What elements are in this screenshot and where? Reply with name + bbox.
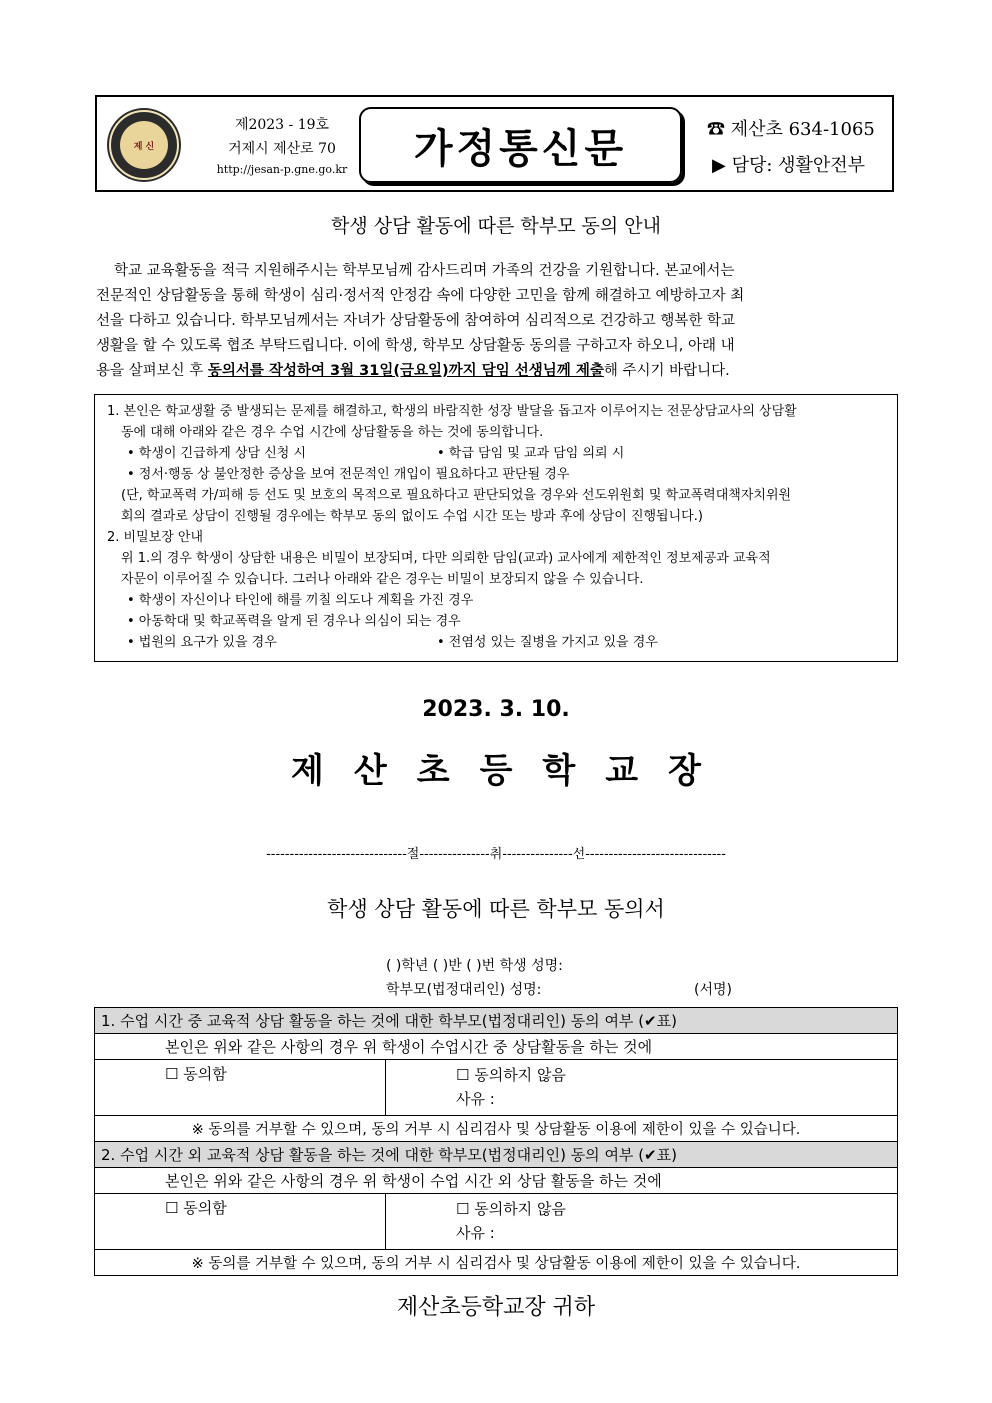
bullet-row: • 학생이 긴급하게 상담 신청 시 • 학급 담임 및 교과 담임 의뢰 시	[127, 446, 625, 461]
question2-header: 2. 수업 시간 외 교육적 상담 활동을 하는 것에 대한 학부모(법정대리인) 동의 여부 (✔표)	[95, 1142, 898, 1168]
q2-disagree-cell[interactable]	[386, 1194, 898, 1250]
newsletter-title: 가정통신문	[359, 107, 682, 183]
issue-date: 2023. 3. 10.	[422, 697, 570, 722]
school-address: 거제시 제산로 70	[228, 141, 336, 157]
consent-terms-box	[94, 394, 898, 662]
signature-label[interactable]: (서명)	[694, 982, 732, 998]
item1-text: 동에 대해 아래와 같은 경우 수업 시간에 상담활동을 하는 것에 동의합니다.	[121, 425, 544, 440]
intro-line: 생활을 할 수 있도록 협조 부탁드립니다. 이에 학생, 학부모 상담활동 동의를 구하고자 하오니, 아래 내	[96, 338, 735, 354]
parent-name-label[interactable]: 학부모(법정대리인) 성명:	[386, 982, 542, 998]
bullet-item: • 학생이 자신이나 타인에 해를 끼칠 의도나 계획을 가진 경우	[127, 593, 474, 608]
deadline-highlight: 동의서를 작성하여 3월 31일(금요일)까지 담임 선생님께 제출	[207, 363, 604, 379]
intro-line: 용을 살펴보신 후 동의서를 작성하여 3월 31일(금요일)까지 담임 선생님께 제출해 주시기 바랍니다.	[96, 363, 730, 379]
school-emblem-icon: 제 신	[107, 108, 181, 182]
q2-agree-checkbox[interactable]: ☐ 동의함	[95, 1194, 386, 1250]
bullet-row: • 법원의 요구가 있을 경우 • 전염성 있는 질병을 가지고 있을 경우	[127, 635, 658, 650]
item2-title: 2. 비밀보장 안내	[107, 530, 204, 545]
question1-header: 1. 수업 시간 중 교육적 상담 활동을 하는 것에 대한 학부모(법정대리인) 동의 여부 (✔표)	[95, 1008, 898, 1034]
contact-department: ▶ 담당: 생활안전부	[712, 155, 866, 176]
q1-refusal-note: ※ 동의를 거부할 수 있으며, 동의 거부 시 심리검사 및 상담활동 이용에 제한이 있을 수 있습니다.	[95, 1116, 898, 1142]
exception-note: 회의 결과로 상담이 진행될 경우에는 학부모 동의 없이도 수업 시간 또는 방과 후에 상담이 진행됩니다.)	[121, 509, 703, 524]
student-info-line[interactable]: ( )학년 ( )반 ( )번 학생 성명:	[386, 958, 563, 974]
item2-text: 자문이 이루어질 수 있습니다. 그러나 아래와 같은 경우는 비밀이 보장되지 않을 수 있습니다.	[121, 572, 644, 587]
intro-paragraph	[96, 259, 896, 384]
notice-title: 학생 상담 활동에 따른 학부모 동의 안내	[331, 215, 661, 237]
q1-agree-checkbox[interactable]: ☐ 동의함	[95, 1060, 386, 1116]
form-title: 학생 상담 활동에 따른 학부모 동의서	[327, 897, 665, 921]
issue-number: 제2023 - 19호	[234, 117, 330, 133]
contact-phone: ☎ 제산초 634-1065	[707, 119, 875, 140]
bullet-item: • 아동학대 및 학교폭력을 알게 된 경우나 의심이 되는 경우	[127, 614, 461, 629]
school-url: http://jesan-p.gne.go.kr	[216, 163, 348, 176]
question1-text: 본인은 위와 같은 사항의 경우 위 학생이 수업시간 중 상담활동을 하는 것에	[95, 1034, 898, 1060]
q1-reason-field[interactable]: 사유 :	[456, 1090, 495, 1108]
item2-text: 위 1.의 경우 학생이 상담한 내용은 비밀이 보장되며, 다만 의뢰한 담임(교과) 교사에게 제한적인 정보제공과 교육적	[121, 551, 771, 566]
q2-refusal-note: ※ 동의를 거부할 수 있으며, 동의 거부 시 심리검사 및 상담활동 이용에 제한이 있을 수 있습니다.	[95, 1250, 898, 1276]
exception-note: (단, 학교폭력 가/피해 등 선도 및 보호의 목적으로 필요하다고 판단되었을 경우와 선도위원회 및 학교폭력대책자치위원	[121, 488, 792, 503]
cut-line: ------------------------------절---------------취---------------선------------------------------	[266, 847, 726, 862]
consent-table	[94, 1007, 898, 1276]
intro-line: 학교 교육활동을 적극 지원해주시는 학부모님께 감사드리며 가족의 건강을 기원합니다. 본교에서는	[114, 263, 735, 279]
principal-signature: 제산초등학교장	[291, 751, 731, 791]
intro-line: 전문적인 상담활동을 통해 학생이 심리·정서적 안정감 속에 다양한 고민을 함께 해결하고 예방하고자 최	[96, 288, 745, 304]
q1-disagree-checkbox[interactable]: ☐ 동의하지 않음	[456, 1066, 566, 1084]
q2-reason-field[interactable]: 사유 :	[456, 1224, 495, 1242]
question2-text: 본인은 위와 같은 사항의 경우 위 학생이 수업 시간 외 상담 활동을 하는 것에	[95, 1168, 898, 1194]
item1-text: 1. 본인은 학교생활 중 발생되는 문제를 해결하고, 학생의 바람직한 성장 발달을 돕고자 이루어지는 전문상담교사의 상담활	[107, 404, 797, 419]
bullet-item: • 정서·행동 상 불안정한 증상을 보여 전문적인 개입이 필요하다고 판단될 경우	[127, 467, 570, 482]
intro-line: 선을 다하고 있습니다. 학부모님께서는 자녀가 상담활동에 참여하여 심리적으로 건강하고 행복한 학교	[96, 313, 735, 329]
letterhead	[95, 95, 894, 192]
addressee: 제산초등학교장 귀하	[396, 1295, 596, 1320]
q2-disagree-checkbox[interactable]: ☐ 동의하지 않음	[456, 1200, 566, 1218]
q1-disagree-cell[interactable]	[386, 1060, 898, 1116]
